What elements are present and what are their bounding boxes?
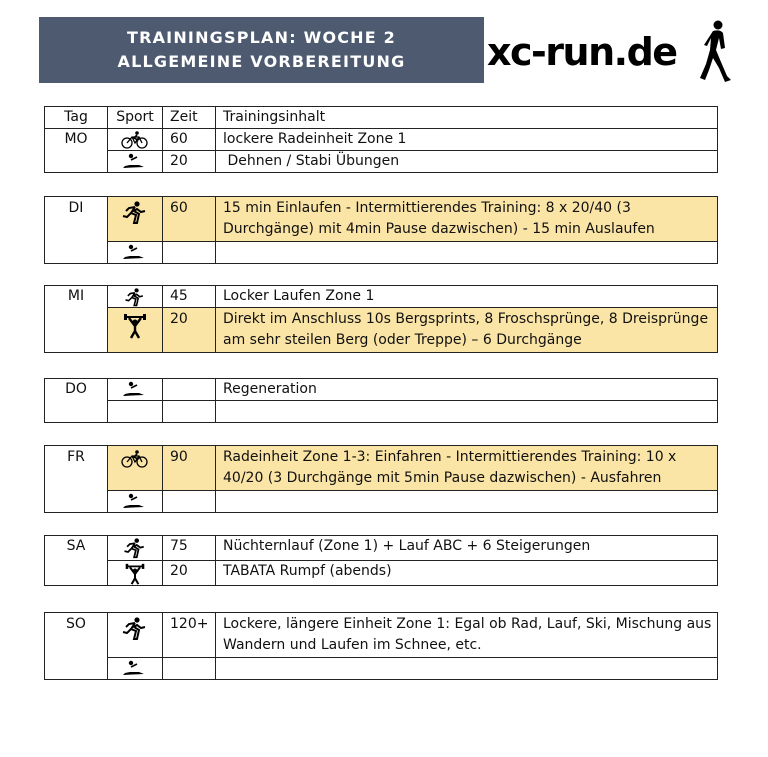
day-label: DI [45,197,108,264]
sport-cell [108,561,163,586]
sport-cell [108,658,163,680]
table-row [45,613,718,658]
sport-cell [108,242,163,264]
sport-cell [108,613,163,658]
zeit-cell: 75 [163,536,216,561]
inhalt-cell [216,401,718,423]
day-block-mi [44,285,718,353]
stretch-icon [122,244,148,260]
zeit-cell [163,491,216,513]
zeit-cell: 20 [163,561,216,586]
run-icon [122,617,148,641]
sport-cell [108,401,163,423]
strength-icon [124,563,146,585]
sport-cell [108,129,163,151]
day-label: SO [45,613,108,680]
day-label: MO [45,129,108,173]
run-icon [123,538,147,559]
sport-cell [108,197,163,242]
inhalt-cell: TABATA Rumpf (abends) [216,561,718,586]
day-block-fr [44,445,718,513]
inhalt-cell [216,658,718,680]
sport-cell [108,379,163,401]
table-row [45,151,718,173]
inhalt-cell: Regeneration [216,379,718,401]
zeit-cell: 90 [163,446,216,491]
inhalt-cell: Locker Laufen Zone 1 [216,286,718,308]
table-row [45,658,718,680]
zeit-cell: 120+ [163,613,216,658]
table-header [44,106,718,173]
sport-cell [108,446,163,491]
sport-cell [108,151,163,173]
strength-icon [123,313,147,339]
col-header-sport: Sport [108,107,163,129]
title-line-2: ALLGEMEINE VORBEREITUNG [117,52,406,71]
zeit-cell: 20 [163,151,216,173]
inhalt-cell [216,242,718,264]
run-icon [123,288,147,307]
table-row [45,242,718,264]
table-row [45,286,718,308]
bike-icon [121,131,149,149]
day-block-so [44,612,718,680]
col-header-inhalt: Trainingsinhalt [216,107,718,129]
table-row [45,446,718,491]
day-block-sa [44,535,718,586]
sport-cell [108,491,163,513]
run-icon [122,201,148,225]
table-row [45,561,718,586]
col-header-tag: Tag [45,107,108,129]
zeit-cell: 60 [163,197,216,242]
inhalt-cell: Lockere, längere Einheit Zone 1: Egal ob Rad, Lauf, Ski, Mischung aus Wandern und Laufen im Schnee, etc. [216,613,718,658]
zeit-cell: 45 [163,286,216,308]
title-line-1: TRAININGSPLAN: WOCHE 2 [126,28,397,47]
table-row [45,401,718,423]
stretch-icon [122,660,148,676]
inhalt-cell: Direkt im Anschluss 10s Bergsprints, 8 Froschsprünge, 8 Dreisprünge am sehr steilen Berg (oder Treppe) – 6 Durchgänge [216,308,718,353]
inhalt-cell: lockere Radeinheit Zone 1 [216,129,718,151]
col-header-zeit: Zeit [163,107,216,129]
inhalt-cell: Nüchternlauf (Zone 1) + Lauf ABC + 6 Steigerungen [216,536,718,561]
sport-cell [108,536,163,561]
day-block-di [44,196,718,264]
inhalt-cell: 15 min Einlaufen - Intermittierendes Training: 8 x 20/40 (3 Durchgänge) mit 4min Pause dazwischen) - 15 min Auslaufen [216,197,718,242]
table-row [45,536,718,561]
day-block-do [44,378,718,423]
bike-icon [121,450,149,468]
table-row [45,308,718,353]
zeit-cell [163,379,216,401]
table-row [45,197,718,242]
day-label: DO [45,379,108,423]
table-row [45,379,718,401]
title-banner [39,17,484,83]
zeit-cell [163,658,216,680]
table-row [45,491,718,513]
zeit-cell [163,242,216,264]
table-row [45,129,718,151]
sport-cell [108,308,163,353]
zeit-cell: 20 [163,308,216,353]
zeit-cell [163,401,216,423]
zeit-cell: 60 [163,129,216,151]
sport-cell [108,286,163,308]
logo-text: xc-run.de [487,30,677,74]
day-label: FR [45,446,108,513]
day-label: SA [45,536,108,586]
day-label: MI [45,286,108,353]
inhalt-cell: Radeinheit Zone 1-3: Einfahren - Intermittierendes Training: 10 x 40/20 (3 Durchgänge mit 5min Pause dazwischen) - Ausfahren [216,446,718,491]
stretch-icon [122,381,148,397]
inhalt-cell: Dehnen / Stabi Übungen [216,151,718,173]
stretch-icon [122,493,148,509]
runner-logo-icon [699,20,733,84]
stretch-icon [122,153,148,169]
inhalt-cell [216,491,718,513]
